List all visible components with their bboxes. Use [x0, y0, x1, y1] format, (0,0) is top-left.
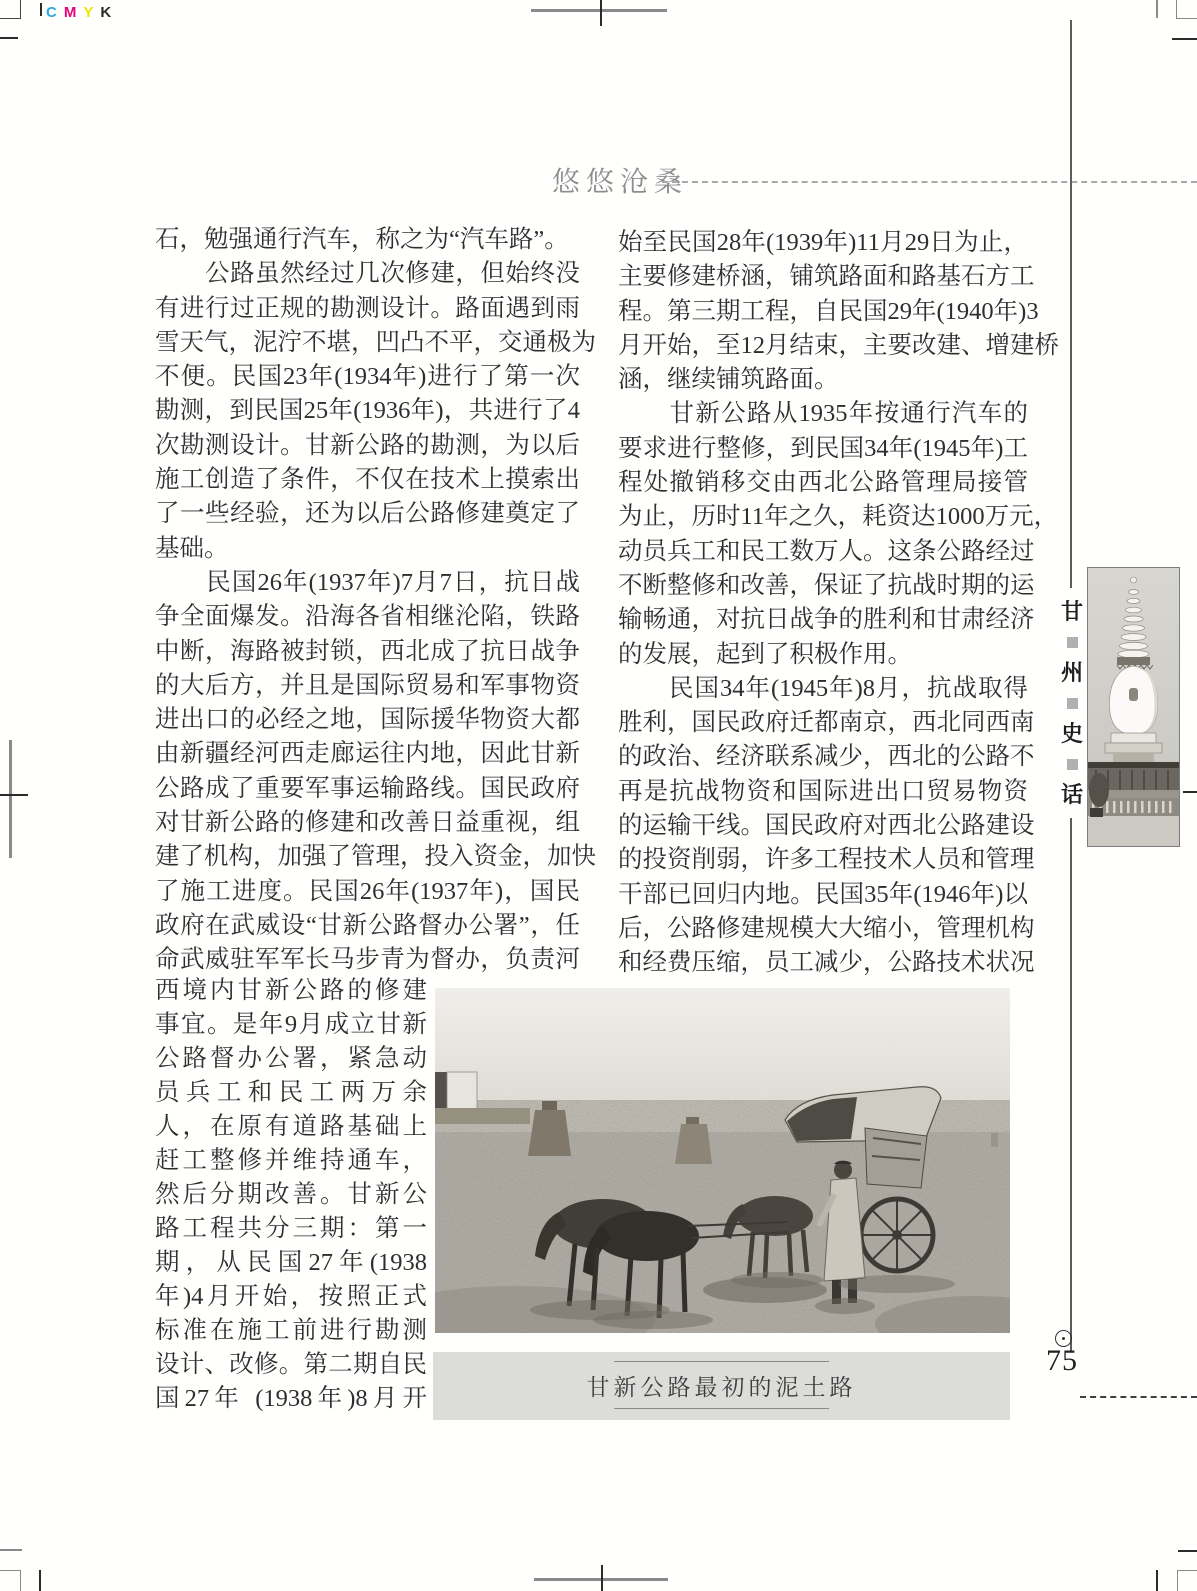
text-line: 由新疆经河西走廊运往内地，因此甘新 — [155, 740, 580, 768]
photo-caption-strip — [433, 1352, 1010, 1420]
text-line: 施工创造了条件，不仅在技术上摸索出 — [155, 466, 580, 494]
text-line: 员兵工和民工两万余 — [155, 1079, 427, 1106]
text-line: 雪天气，泥泞不堪，凹凸不平，交通极为 — [155, 328, 596, 356]
text-line: 公路督办公署，紧急动 — [155, 1045, 427, 1072]
text-line: 西境内甘新公路的修建 — [155, 977, 427, 1004]
crop-tick-bottom-right — [1178, 1550, 1197, 1552]
text-line: 年)4月开始，按照正式 — [155, 1283, 427, 1310]
crop-mark-bottom-left — [0, 1570, 21, 1591]
running-head-dashed-rule — [662, 181, 1197, 183]
crop-line-bottom-left — [39, 1570, 41, 1591]
caption-rule-bottom — [614, 1408, 829, 1409]
text-line: 标准在施工前进行勘测 — [155, 1317, 427, 1344]
road-photo — [435, 988, 1010, 1333]
text-line: 赶工整修并维持通车， — [155, 1147, 427, 1174]
sidebar-char: 话 — [1060, 782, 1083, 807]
pagoda-photo — [1087, 567, 1180, 847]
crop-line-top-right-a — [1156, 0, 1158, 18]
text-line: 输畅通，对抗日战争的胜利和甘肃经济 — [618, 606, 1035, 634]
text-line: 国27年 (1938年)8月开 — [155, 1385, 427, 1412]
crop-line-bottom-center — [601, 1565, 603, 1591]
page-number-dashed-rule — [1080, 1396, 1197, 1398]
crop-tick-bottom-left — [0, 1549, 22, 1551]
text-line: 甘新公路从1935年按通行汽车的 — [618, 400, 1028, 428]
crop-bar-left-middle — [9, 740, 12, 858]
crop-mark-top-right — [1176, 0, 1197, 19]
text-line: 公路成了重要军事运输路线。国民政府 — [155, 774, 580, 802]
separator-square — [1067, 759, 1078, 770]
text-line: 路工程共分三期：第一 — [155, 1215, 427, 1242]
text-line: 公路虽然经过几次修建，但始终没 — [155, 260, 580, 288]
text-line: 石，勉强通行汽车，称之为“汽车路”。 — [155, 226, 569, 253]
text-line: 的发展，起到了积极作用。 — [618, 640, 912, 668]
text-line: 的投资削弱，许多工程技术人员和管理 — [618, 846, 1035, 874]
text-line: 政府在武威设“甘新公路督办公署”，任 — [155, 911, 580, 939]
sidebar-char: 史 — [1060, 721, 1083, 746]
text-line: 的政治、经济联系减少，西北的公路不 — [618, 743, 1035, 771]
crop-line-top-center — [600, 0, 602, 26]
page-number: 75 — [1046, 1344, 1078, 1377]
left-column — [155, 223, 596, 978]
text-line: 不便。民国23年(1934年)进行了第一次 — [155, 363, 580, 391]
running-head-title: 悠悠沧桑 — [552, 167, 689, 198]
cmyk-separator — [40, 3, 42, 16]
text-line: 然后分期改善。甘新公 — [155, 1181, 427, 1208]
crop-mark-top-left — [0, 0, 21, 19]
sidebar-char: 甘 — [1060, 599, 1083, 624]
text-line: 干部已回归内地。民国35年(1946年)以 — [618, 880, 1028, 908]
text-line: 和经费压缩，员工减少，公路技术状况 — [618, 949, 1035, 977]
text-line: 了一些经验，还为以后公路修建奠定了 — [155, 500, 580, 528]
separator-square — [1067, 698, 1078, 709]
text-line: 不断整修和改善，保证了抗战时期的运 — [618, 571, 1035, 599]
crop-bar-top-center — [531, 9, 667, 12]
cmyk-y: Y — [83, 4, 101, 21]
crop-line-bottom-right — [1156, 1570, 1158, 1591]
text-line: 后，公路修建规模大大缩小，管理机构 — [618, 914, 1035, 942]
text-line: 基础。 — [155, 534, 229, 562]
sidebar-book-title — [1058, 600, 1086, 807]
text-line: 要求进行整修，到民国34年(1945年)工 — [618, 434, 1028, 462]
text-line: 人，在原有道路基础上 — [155, 1113, 427, 1140]
cmyk-k: K — [100, 4, 119, 21]
text-line: 了施工进度。民国26年(1937年)，国民 — [155, 877, 580, 905]
text-line: 程处撤销移交由西北公路管理局接管 — [618, 469, 1028, 497]
sidebar-rule-upper — [1070, 20, 1072, 588]
text-line: 命武威驻军军长马步青为督办，负责河 — [155, 946, 580, 974]
left-column-narrow — [155, 974, 427, 1416]
separator-square — [1067, 637, 1078, 648]
crop-tick-right-middle — [1183, 791, 1197, 793]
text-line: 期，从民国27年(1938 — [155, 1249, 427, 1276]
text-line: 为止，历时11年之久，耗资达1000万元， — [618, 503, 1059, 531]
crop-line-left-middle — [0, 794, 28, 796]
crop-tick-top-right — [1172, 38, 1197, 40]
text-line: 争全面爆发。沿海各省相继沦陷，铁路 — [155, 603, 580, 631]
text-line: 勘测，到民国25年(1936年)，共进行了4 — [155, 397, 580, 425]
text-line: 设计、改修。第二期自民 — [155, 1351, 427, 1378]
crop-mark-bottom-right — [1177, 1570, 1197, 1591]
right-column — [618, 226, 1059, 981]
caption-rule-top — [614, 1361, 829, 1362]
text-line: 进出口的必经之地，国际援华物资大都 — [155, 706, 580, 734]
text-line: 建了机构，加强了管理，投入资金，加快 — [155, 843, 596, 871]
text-line: 民国34年(1945年)8月，抗战取得 — [618, 674, 1028, 702]
text-line: 事宜。是年9月成立甘新 — [155, 1011, 427, 1038]
text-line: 月开始，至12月结束，主要改建、增建桥 — [618, 331, 1059, 359]
cmyk-c: C — [46, 4, 64, 21]
text-line: 民国26年(1937年)7月7日，抗日战 — [155, 568, 580, 596]
text-line: 动员兵工和民工数万人。这条公路经过 — [618, 537, 1035, 565]
text-line: 胜利，国民政府迁都南京，西北同西南 — [618, 709, 1035, 737]
cmyk-label — [46, 4, 118, 21]
text-line: 程。第三期工程，自民国29年(1940年)3 — [618, 297, 1039, 325]
text-line: 始至民国28年(1939年)11月29日为止， — [618, 229, 1028, 256]
sidebar-char: 州 — [1060, 660, 1083, 685]
text-line: 的运输干线。国民政府对西北公路建设 — [618, 812, 1035, 840]
crop-tick-top-left — [0, 37, 18, 39]
photo-caption: 甘新公路最初的泥土路 — [586, 1375, 857, 1400]
sidebar-rule-lower — [1070, 818, 1072, 1352]
text-line: 的大后方，并且是国际贸易和军事物资 — [155, 671, 580, 699]
text-line: 再是抗战物资和国际进出口贸易物资 — [618, 777, 1028, 805]
text-line: 中断，海路被封锁，西北成了抗日战争 — [155, 637, 580, 665]
text-line: 涵，继续铺筑路面。 — [618, 366, 839, 394]
cmyk-m: M — [63, 4, 84, 21]
text-line: 次勘测设计。甘新公路的勘测，为以后 — [155, 431, 580, 459]
text-line: 主要修建桥涵，铺筑路面和路基石方工 — [618, 263, 1035, 291]
text-line: 对甘新公路的修建和改善日益重视，组 — [155, 809, 580, 837]
text-line: 有进行过正规的勘测设计。路面遇到雨 — [155, 294, 580, 322]
